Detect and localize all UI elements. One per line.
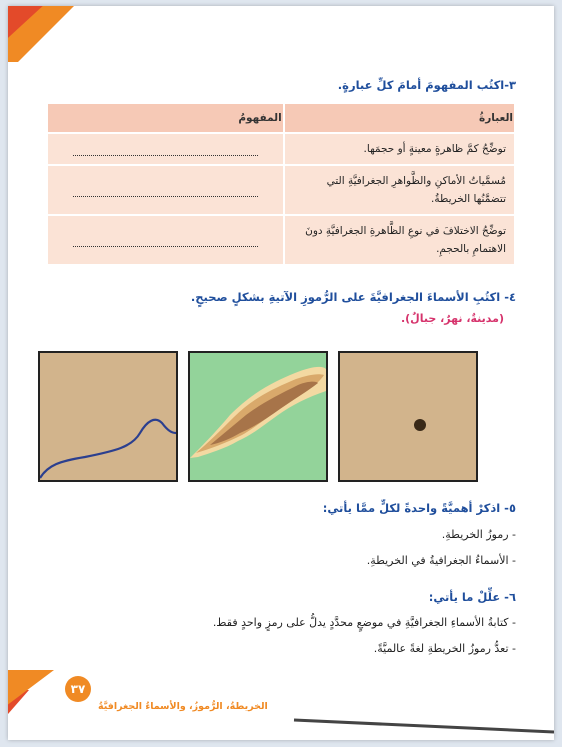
question-6-title: ٦- علِّلْ ما يأتي: (428, 590, 516, 604)
table-row (47, 133, 515, 165)
list-item: - الأسماءُ الجغرافيةُ في الخريطةِ. (366, 554, 516, 567)
question-4-options: (مدينةٌ، نهرٌ، جبالٌ). (400, 312, 504, 325)
river-symbol-box (38, 351, 178, 482)
table-row (47, 165, 515, 215)
mountains-symbol-box (188, 351, 328, 482)
answer-blank[interactable] (47, 165, 284, 215)
table-header-expression: العبارةُ (284, 103, 515, 133)
table-cell-expression: توضِّحُ كمَّ ظاهرةٍ معينةٍ أو حجمَها. (284, 133, 515, 165)
page-number-badge: ٣٧ (65, 676, 91, 702)
table-header-concept: المفهومُ (47, 103, 284, 133)
city-symbol-box (338, 351, 478, 482)
concept-table (46, 102, 516, 266)
answer-blank[interactable] (47, 215, 284, 265)
question-5-title: ٥- اذكرْ أهميَّةً واحدةً لكلٍّ ممَّا يأتي: (322, 501, 516, 515)
table-cell-expression: توضِّحُ الاختلافَ في نوعِ الظَّاهرةِ الجغرافيَّةِ دونَ الاهتمامِ بالحجمِ. (284, 215, 515, 265)
bottom-corner-decoration (8, 670, 554, 740)
mountains-symbol (190, 353, 326, 480)
river-symbol (40, 353, 176, 480)
chapter-footer: الخريطةُ، الرُّموزُ، والأسماءُ الجغرافيَّةُ (98, 701, 268, 712)
question-3-title: ٣-اكتُب المفهومَ أمامَ كلِّ عبارةٍ. (337, 78, 516, 92)
top-corner-decoration (8, 6, 158, 62)
textbook-page (8, 6, 554, 740)
list-item: - رموزُ الخريطةِ. (441, 528, 516, 541)
list-item: - تعدُّ رموزُ الخريطةِ لغةً عالميَّةً. (373, 642, 516, 655)
city-symbol (340, 353, 476, 480)
table-row (47, 215, 515, 265)
answer-blank[interactable] (47, 133, 284, 165)
list-item: - كتابةُ الأسماءِ الجغرافيَّةِ في موضعٍ محدَّدٍ يدلُّ على رمزٍ واحدٍ فقط. (212, 616, 516, 629)
table-cell-expression: مُسمَّياتُ الأماكنِ والظَّواهرِ الجغرافيَّةِ التي تتضمَّنُها الخريطةُ. (284, 165, 515, 215)
question-4-title: ٤- اكتُبِ الأسماءَ الجغرافيَّةَ على الرُّموزِ الآتيةِ بشكلٍ صحيحٍ. (190, 290, 516, 304)
